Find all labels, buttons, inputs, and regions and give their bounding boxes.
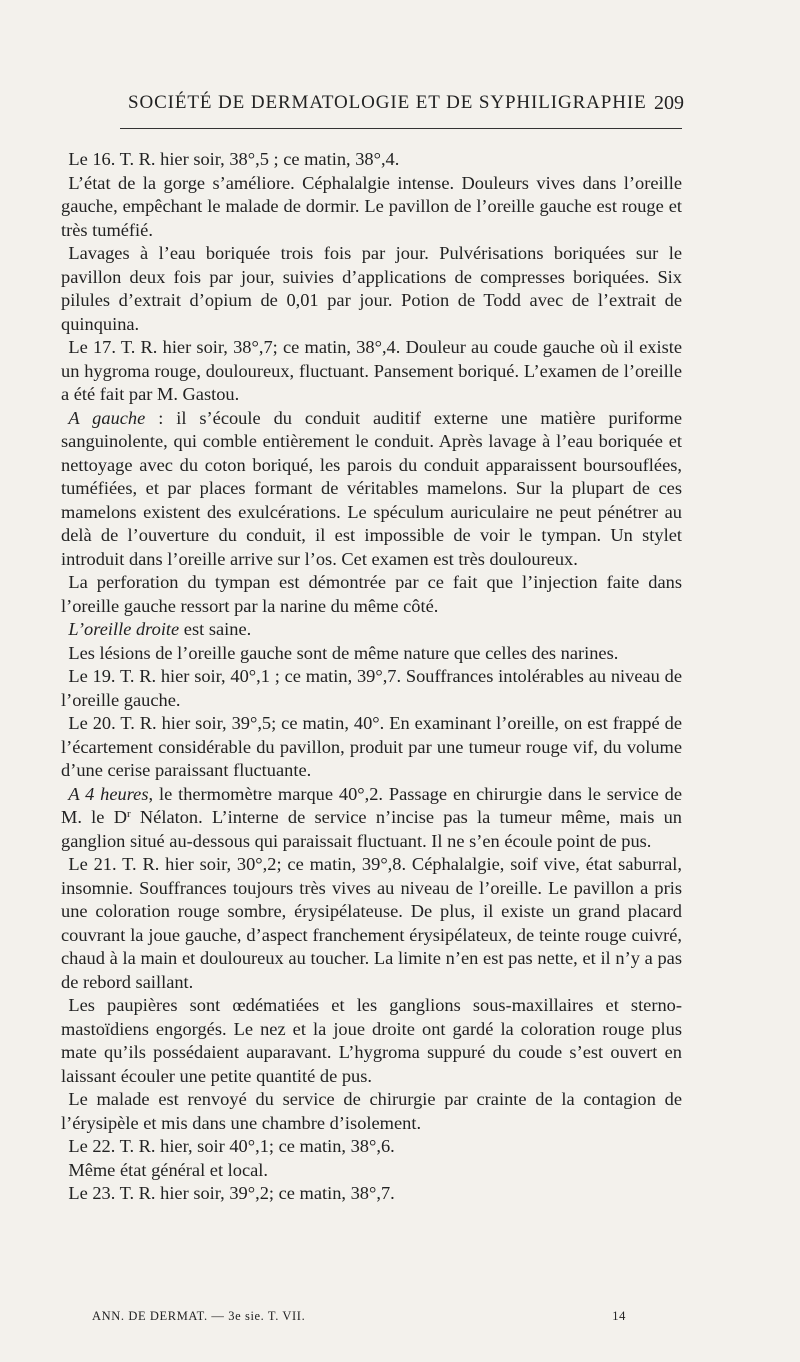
paragraph-text: est saine. [179, 619, 252, 639]
paragraph [61, 148, 682, 172]
paragraph-text: Le 22. T. R. hier, soir 40°,1; ce matin, 38°,6. [68, 1136, 395, 1156]
paragraph-text: Le malade est renvoyé du service de chirurgie par crainte de la contagion de l’érysipèle et mis dans une chambre d’isolement. [61, 1089, 682, 1133]
paragraph [61, 172, 682, 243]
paragraph-text: Lavages à l’eau boriquée trois fois par jour. Pulvérisations boriquées sur le pavillon deux fois par jour, suivies d’applications de compresses boriquées. Six pilules d’extrait d’opium de 0,01 par jour. Potion de Todd avec de l’extrait de quinquina. [61, 243, 682, 334]
paragraph [61, 336, 682, 407]
italic-text: A 4 heures [68, 783, 149, 804]
running-head [128, 92, 684, 118]
running-title: SOCIÉTÉ DE DERMATOLOGIE ET DE SYPHILIGRAPHIE [128, 92, 647, 113]
paragraph-text: Le 16. T. R. hier soir, 38°,5 ; ce matin, 38°,4. [68, 149, 400, 169]
page-footer [92, 1309, 626, 1329]
paragraph-text: Le 17. T. R. hier soir, 38°,7; ce matin, 38°,4. Douleur au coude gauche où il existe un hygroma rouge, douloureux, fluctuant. Pansement boriqué. L’examen de l’oreille a été fait par M. Gastou. [61, 337, 682, 404]
paragraph-text: Le 20. T. R. hier soir, 39°,5; ce matin, 40°. En examinant l’oreille, on est frappé de l’écartement considérable du pavillon, produit par une tumeur rouge vif, du volume d’une cerise paraissant fluctuante. [61, 713, 682, 780]
paragraph [61, 1088, 682, 1135]
paragraph-text: Même état général et local. [68, 1159, 268, 1180]
paragraph-text: Nélaton. L’interne de service n’incise pas la tumeur même, mais un ganglion situé au-dessous qui paraissait fluctuant. Il ne s’en écoule point de pus. [61, 807, 682, 851]
paragraph-text: Le 19. T. R. hier soir, 40°,1 ; ce matin, 39°,7. Souffrances intolérables au niveau de l’oreille gauche. [61, 666, 682, 710]
paragraph-text: Le 23. T. R. hier soir, 39°,2; ce matin, 38°,7. [68, 1183, 395, 1203]
paragraph-text: L’état de la gorge s’améliore. Céphalalgie intense. Douleurs vives dans l’oreille gauche, empêchant le malade de dormir. Le pavillon de l’oreille gauche est rouge et très tuméfié. [61, 172, 682, 240]
paragraph [61, 1159, 682, 1183]
paragraph-text: Les lésions de l’oreille gauche sont de même nature que celles des narines. [68, 642, 619, 663]
paragraph [61, 618, 682, 642]
paragraph-text: Le 21. T. R. hier soir, 30°,2; ce matin, 39°,8. Céphalalgie, soif vive, état saburral, insomnie. Souffrances toujours très vives au niveau de l’oreille. Le pavillon a pris une coloration rouge sombre, érysipélateuse. De plus, il existe un grand placard couvrant la joue gauche, d’aspect franchement érysipélateux, de teinte rouge cuivré, chaud à la main et douloureux au toucher. La limite n’en est pas nette, et il n’y a pas de rebord saillant. [61, 854, 682, 992]
page-number: 209 [654, 92, 684, 114]
paragraph-text: : il s’écoule du conduit auditif externe une matière puriforme sanguinolente, qui comble entièrement le conduit. Après lavage à l’eau boriquée et nettoyage avec du coton boriqué, les parois du conduit apparaissent boursouflées, tuméfiées, et par places formant de véritables mamelons. Sur la plupart de ces mamelons existent des exulcérations. Le spéculum auriculaire ne peut pénétrer au delà de l’ouverture du conduit, il est impossible de voir le tympan. Un stylet introduit dans l’oreille arrive sur l’os. Cet examen est très douloureux. [61, 407, 682, 569]
footer-signature-number: 14 [612, 1309, 626, 1323]
paragraph [61, 712, 682, 783]
header-rule [120, 128, 682, 129]
paragraph [61, 1182, 682, 1206]
paragraph [61, 853, 682, 994]
body-text [61, 148, 682, 1206]
paragraph-text: Les paupières sont œdématiées et les ganglions sous-maxillaires et sterno-mastoïdiens engorgés. Le nez et la joue droite ont gardé la coloration rouge plus mate qu’ils possédaient auparavant. L’hygroma suppuré du coude s’est ouvert en laissant écouler une petite quantité de pus. [61, 995, 682, 1086]
footer-journal-reference: ANN. DE DERMAT. — 3e sie. T. VII. [92, 1309, 306, 1323]
paragraph [61, 665, 682, 712]
paragraph [61, 407, 682, 572]
paragraph [61, 1135, 682, 1159]
paragraph [61, 783, 682, 854]
italic-text: A gauche [68, 407, 146, 428]
paragraph-text: La perforation du tympan est démontrée par ce fait que l’injection faite dans l’oreille gauche ressort par la narine du même côté. [61, 572, 682, 616]
paragraph [61, 994, 682, 1088]
italic-text: L’oreille droite [68, 619, 180, 639]
paragraph [61, 571, 682, 618]
paragraph-text: , le thermomètre marque 40°,2. Passage en chirurgie dans le service de M. le D [61, 783, 683, 827]
paragraph [61, 242, 682, 336]
paragraph [61, 642, 682, 666]
superscript-text: r [126, 808, 131, 820]
